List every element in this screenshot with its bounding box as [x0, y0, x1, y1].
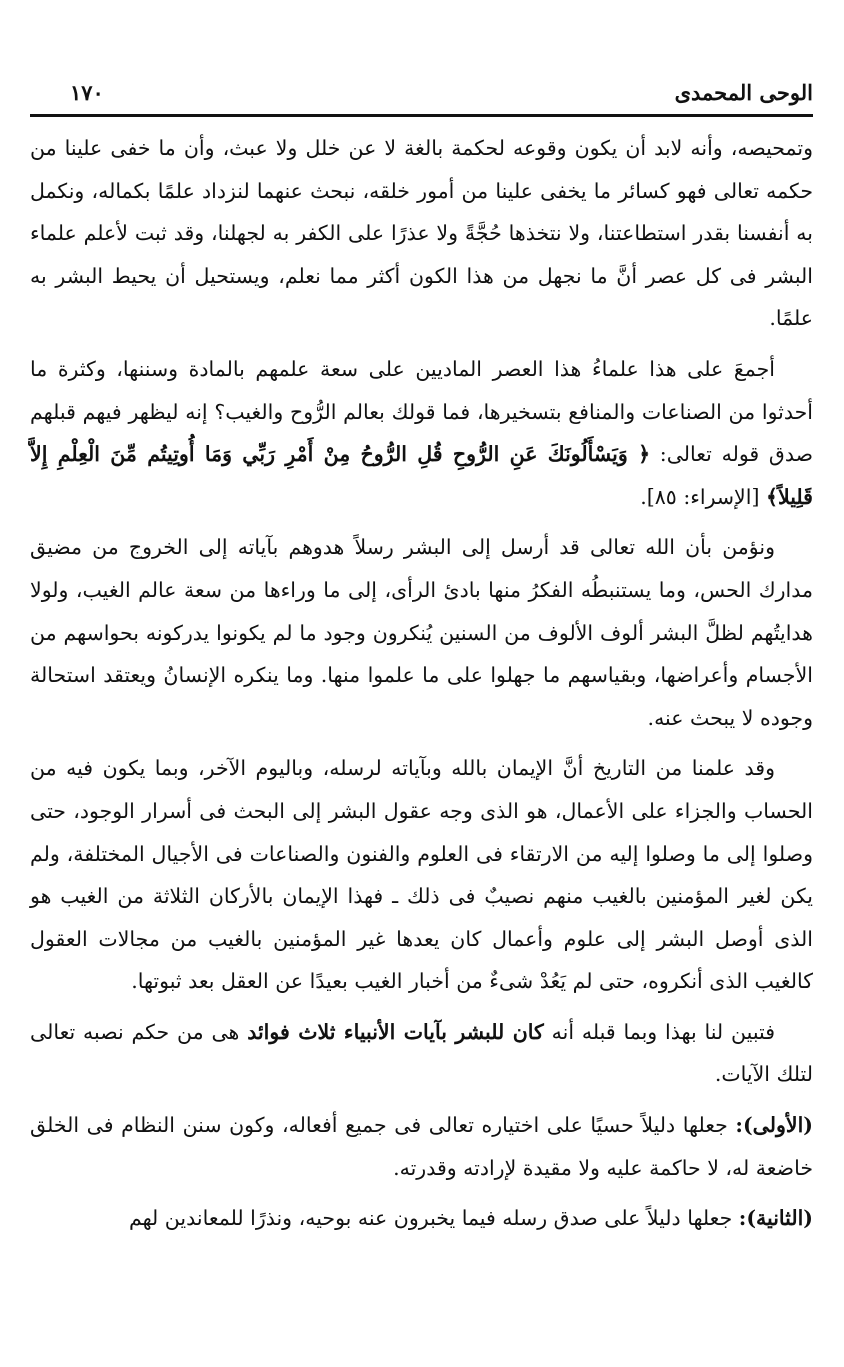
paragraph-5	[30, 1011, 813, 1096]
paragraph-text: أجمعَ على هذا علماءُ هذا العصر الماديين على سعة علمهم بالمادة وسننها، وكثرة ما أحدثوا من الصناعات والمنافع بتسخيرها، فما قولك بعالم الرُّوح والغيب؟ إنه ليظهر فيهم قبلهم صدق قوله تعالى:	[30, 356, 813, 467]
paragraph-7	[30, 1197, 813, 1240]
paragraph-3	[30, 526, 813, 739]
paragraph-text: فتبين لنا بهذا وبما قبله أنه	[543, 1019, 775, 1044]
paragraph-text: هى من حكم نصبه تعالى لتلك الآيات.	[30, 1019, 813, 1087]
item-label: (الثانية):	[738, 1206, 813, 1231]
book-page	[30, 78, 813, 1248]
paragraph-text: وقد علمنا من التاريخ أنَّ الإيمان بالله وبآياته لرسله، وباليوم الآخر، وبما يكون فيه من الحساب والجزاء على الأعمال، هو الذى وجه عقول البشر إلى البحث فى أسرار الوجود، حتى وصلوا إلى ما وصلوا إليه من الارتقاء فى العلوم والفنون والصناعات فى الأجيال المختلفة، ولم يكن لغير المؤمنين بالغيب منهم نصيبٌ فى ذلك ـ فهذا الإيمان بالأركان الثلاثة من الغيب هو الذى أوصل البشر إلى علوم وأعمال كان يعدها غير المؤمنين بالغيب من مجالات العقول كالغيب الذى أنكروه، حتى لم يَعُدْ شىءٌ من أخبار الغيب بعيدًا عن العقل بعد ثبوتها.	[30, 756, 813, 994]
paragraph-text: جعلها دليلاً حسيًا على اختياره تعالى فى جميع أفعاله، وكون سنن النظام فى الخلق خاضعة له، لا حاكمة عليه ولا مقيدة لإرادته وقدرته.	[30, 1113, 813, 1180]
emphasized-text: كان للبشر بآيات الأنبياء ثلاث فوائد	[247, 1019, 544, 1044]
body-text	[30, 127, 813, 1240]
page-number: ١٧٠	[70, 80, 104, 105]
paragraph-text: جعلها دليلاً على صدق رسله فيما يخبرون عنه بوحيه، ونذرًا للمعاندين لهم	[128, 1206, 739, 1231]
item-label: (الأولى):	[735, 1113, 813, 1138]
paragraph-text: وتمحيصه، وأنه لابد أن يكون وقوعه لحكمة بالغة لا عن خلل ولا عبث، وأن ما خفى علينا من حكمه تعالى فهو كسائر ما يخفى علينا من أمور خلقه، نبحث عنهما لنزداد علمًا بكماله، ونكمل به أنفسنا بقدر استطاعتنا، ولا نتخذها حُجَّةً ولا عذرًا على الكفر به لجهلنا، وقد ثبت لأعلم علماء البشر فى كل عصر أنَّ ما نجهل من هذا الكون أكثر مما نعلم، ويستحيل أن يحيط البشر به علمًا.	[30, 136, 813, 331]
paragraph-1	[30, 127, 813, 340]
quran-verse: ﴿ وَيَسْأَلُونَكَ عَنِ الرُّوحِ قُلِ الرُّوحُ مِنْ أَمْرِ رَبِّي وَمَا أُوتِيتُم مِّنَ الْعِلْمِ إِلاَّ قَلِيلاً﴾	[30, 442, 813, 509]
paragraph-text: ونؤمن بأن الله تعالى قد أرسل إلى البشر رسلاً هدوهم بآياته إلى الخروج من مضيق مدارك الحس، وما يستنبطُه الفكرُ منها بادئ الرأى، إلى ما وراءها من سعة عالم الغيب، ولولا هدايتُهم لظلَّ البشر ألوف الألوف من السنين يُنكرون وجود ما لم يكونوا يدركونه بحواسهم من الأجسام وأعراضها، وبقياسهم ما جهلوا على ما علموا منها. وما ينكره الإنسانُ ويعتقد استحالة وجوده لا يبحث عنه.	[30, 535, 813, 730]
book-title: الوحى المحمدى	[674, 80, 813, 105]
paragraph-6	[30, 1104, 813, 1189]
paragraph-2	[30, 348, 813, 518]
paragraph-4	[30, 747, 813, 1003]
running-header	[30, 78, 813, 117]
verse-citation: [الإسراء: ٨٥].	[640, 484, 766, 509]
